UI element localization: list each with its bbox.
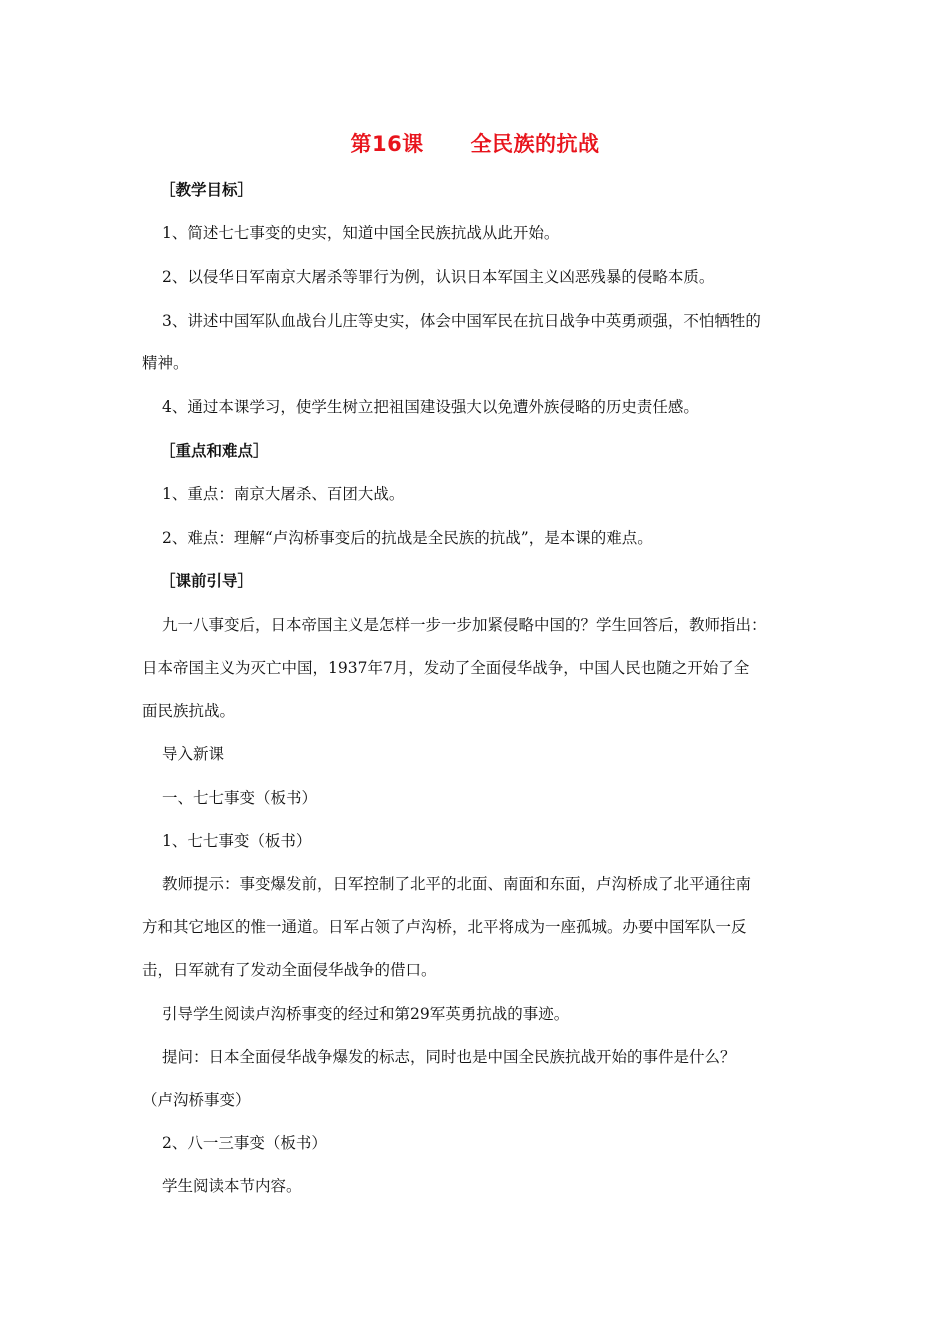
question-answer: （卢沟桥事变）: [142, 1091, 251, 1109]
key-point: 1、重点：南京大屠杀、百团大战。: [162, 485, 405, 503]
teacher-tip-line-3: 击，日军就有了发动全面侵华战争的借口。: [142, 961, 437, 979]
teacher-tip-line-2: 方和其它地区的惟一通道。日军占领了卢沟桥，北平将成为一座孤城。办要中国军队一反: [142, 918, 747, 936]
section-heading-pre-class: ［课前引导］: [160, 572, 254, 590]
pre-class-paragraph-line-3: 面民族抗战。: [142, 702, 236, 720]
pre-class-paragraph-line-2: 日本帝国主义为灭亡中国，1937年7月，发动了全面侵华战争，中国人民也随之开始了全: [142, 659, 750, 677]
subsection-1-heading: 1、七七事变（板书）: [162, 832, 312, 850]
subsection-2-heading: 2、八一三事变（板书）: [162, 1134, 327, 1152]
section-heading-key-points: ［重点和难点］: [160, 442, 269, 460]
student-reading: 学生阅读本节内容。: [162, 1177, 302, 1195]
difficult-point: 2、难点：理解“卢沟桥事变后的抗战是全民族的抗战”，是本课的难点。: [162, 529, 653, 547]
lesson-title: 第16课 全民族的抗战: [350, 132, 600, 156]
section-heading-objectives: ［教学目标］: [160, 181, 254, 199]
pre-class-paragraph-line-1: 九一八事变后，日本帝国主义是怎样一步一步加紧侵略中国的？学生回答后，教师指出：: [162, 616, 767, 634]
guided-reading: 引导学生阅读卢沟桥事变的经过和第29军英勇抗战的事迹。: [162, 1005, 570, 1023]
question: 提问：日本全面侵华战争爆发的标志，同时也是中国全民族抗战开始的事件是什么？: [162, 1048, 736, 1066]
teacher-tip-line-1: 教师提示：事变爆发前，日军控制了北平的北面、南面和东面，卢沟桥成了北平通往南: [162, 875, 752, 893]
objective-3-continued: 精神。: [142, 354, 189, 372]
intro-new-lesson: 导入新课: [162, 745, 225, 763]
objective-4: 4、通过本课学习，使学生树立把祖国建设强大以免遭外族侵略的历史责任感。: [162, 398, 699, 416]
objective-2: 2、以侵华日军南京大屠杀等罪行为例，认识日本军国主义凶恶残暴的侵略本质。: [162, 268, 715, 286]
objective-3: 3、讲述中国军队血战台儿庄等史实，体会中国军民在抗日战争中英勇顽强，不怕牺牲的: [162, 312, 761, 330]
section-one-heading: 一、七七事变（板书）: [162, 789, 318, 807]
objective-1: 1、简述七七事变的史实，知道中国全民族抗战从此开始。: [162, 224, 560, 242]
